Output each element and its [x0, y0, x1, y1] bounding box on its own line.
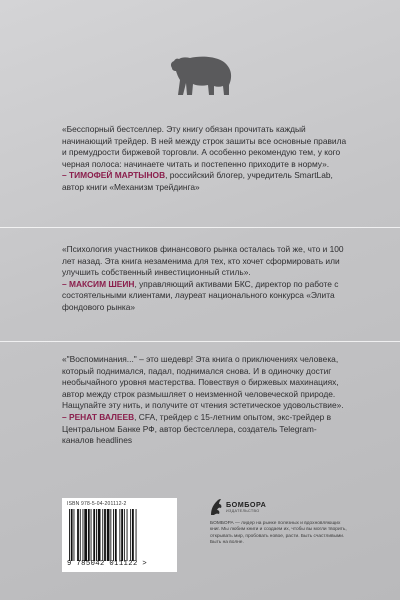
barcode-bar	[71, 509, 73, 561]
testimonial-quote-2	[62, 244, 348, 314]
quote-text: «Бесспорный бестселлер. Эту книгу обязан прочитать каждый начинающий трейдер. В ней между строк зашиты все основные правила и премудрости биржевой торговли. А особенно рекомендую тем, у кого черная полоса: начинаете читать и постепенно приходите в норму».	[62, 124, 347, 169]
bear-silhouette-icon	[166, 50, 236, 100]
barcode-bar	[77, 509, 79, 561]
barcode-bar	[69, 509, 70, 561]
barcode-bar	[107, 509, 110, 561]
testimonial-quote-3	[62, 354, 348, 447]
barcode-bar	[91, 509, 92, 561]
author-name: – ТИМОФЕЙ МАРТЫНОВ	[62, 170, 166, 181]
barcode-image	[67, 509, 172, 561]
isbn-barcode-block	[62, 498, 177, 572]
barcode-bar	[98, 509, 101, 561]
barcode-bar	[80, 509, 81, 561]
quote-text: «"Воспоминания..." – это шедевр! Эта книга о приключениях человека, который поднимался, падал, поднимался снова. И в одиночку достиг необычайного уровня мастерства. Повествуя о биржевых махинациях, автор между строк размышляет о неизменной человеческой природе. Нащупайте эту нить, и получите от чтения эстетическое удовольствие».	[62, 354, 344, 411]
barcode-bar	[83, 509, 84, 561]
barcode-bar	[132, 509, 134, 561]
barcode-bar	[88, 509, 90, 561]
barcode-bar	[93, 509, 95, 561]
isbn-number: ISBN 978-5-04-201112-2	[67, 501, 127, 507]
quote-author	[62, 170, 348, 193]
author-name: – МАКСИМ ШЕИН	[62, 278, 135, 289]
barcode-bar	[124, 509, 125, 561]
barcode-bar	[127, 509, 128, 561]
section-divider	[0, 227, 400, 228]
barcode-bar	[84, 509, 87, 561]
testimonial-quote-1	[62, 124, 348, 194]
section-divider	[0, 341, 400, 342]
barcode-bar	[119, 509, 120, 561]
barcode-digits: 9 785042 011122 >	[67, 560, 148, 568]
publisher-block	[210, 498, 350, 547]
publisher-logo	[210, 498, 350, 516]
publisher-subtitle: ИЗДАТЕЛЬСТВО	[226, 508, 260, 513]
quote-text: «Психология участников финансового рынка осталась той же, что и 100 лет назад. Эта книга незаменима для тех, кто хочет сформировать или улучшить собственный инвестиционный стиль».	[62, 244, 344, 278]
barcode-bar	[102, 509, 103, 561]
quote-author	[62, 279, 348, 314]
barcode-bar	[113, 509, 114, 561]
barcode-bar	[136, 509, 137, 561]
barcode-bar	[96, 509, 97, 561]
barcode-bar	[115, 509, 117, 561]
author-description: , управляющий активами БКС, директор по работе с состоятельными клиентами, лауреат национального конкурса «Элита фондового рынка»	[62, 278, 339, 312]
barcode-bar	[104, 509, 106, 561]
barcode-bar	[130, 509, 131, 561]
barcode-bar	[121, 509, 123, 561]
author-description: , российский блогер, учредитель SmartLab, автор книги «Механизм трейдинга»	[62, 170, 333, 192]
author-description: , CFA, трейдер с 15-летним опытом, экс-трейдер в Центральном Банке РФ, автор бестселлера, создатель Telegram-каналов headlines	[62, 411, 332, 446]
publisher-description: БОМБОРА — лидер на рынке полезных и вдохновляющих книг. Мы любим книги и создаем их, чтобы вы могли творить, открывать мир, пробовать новое, расти. Быть счастливыми. Быть на волне.	[210, 521, 347, 546]
publisher-name: БОМБОРА	[226, 499, 267, 509]
barcode-bar	[74, 509, 75, 561]
bombora-wave-icon	[210, 498, 222, 516]
quote-author	[62, 412, 348, 447]
author-name: – РЕНАТ ВАЛЕЕВ	[62, 411, 135, 422]
barcode-bar	[110, 509, 111, 561]
